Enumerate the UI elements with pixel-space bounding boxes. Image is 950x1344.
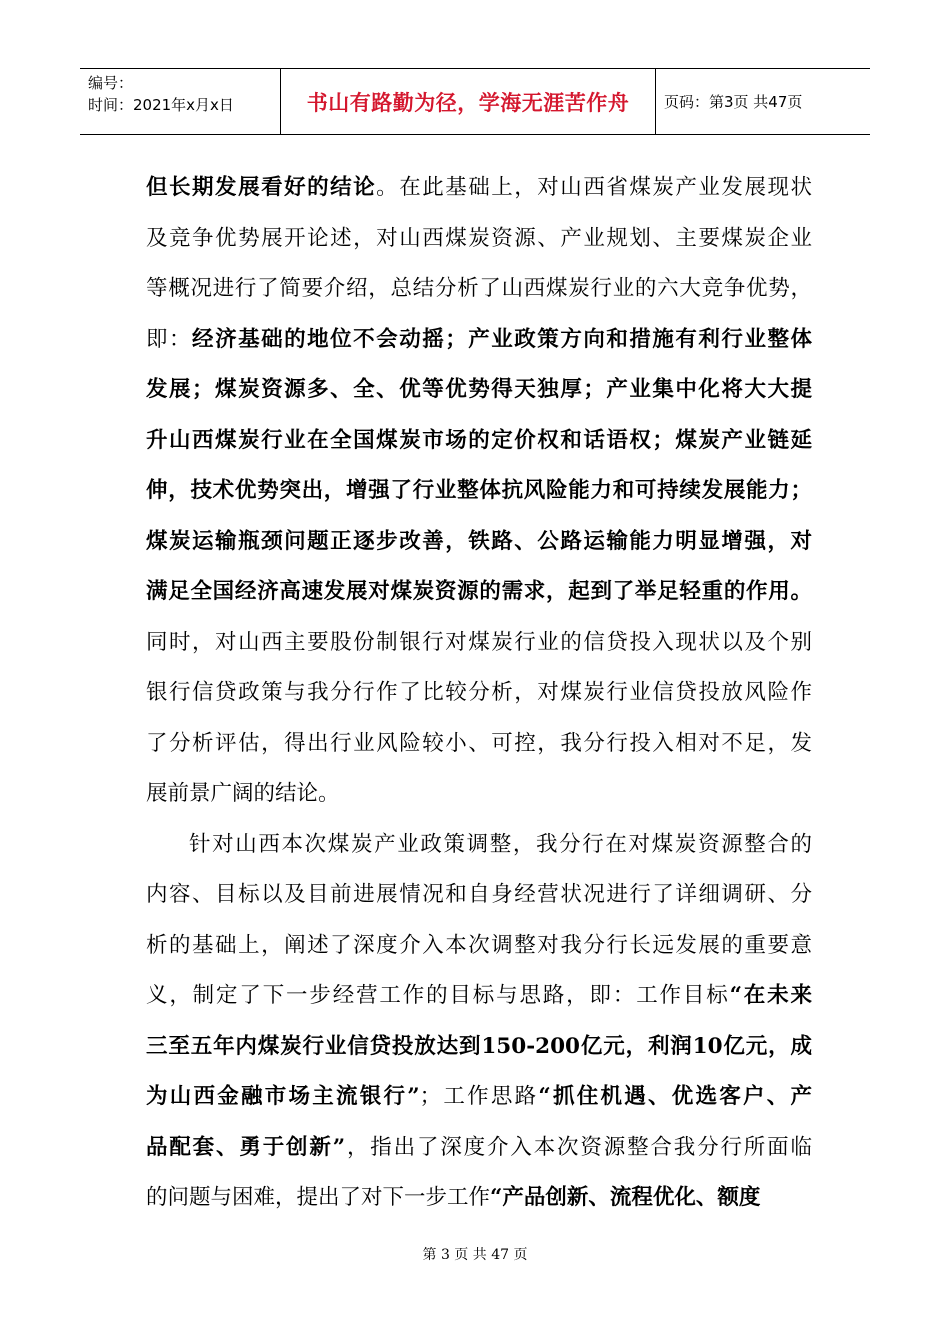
bold-text-run: 升山西煤炭行业在全国煤炭市场的定价权和话语权；煤炭产业链延 [146, 427, 812, 453]
text-line [146, 971, 812, 1022]
bold-text-run: 满足全国经济高速发展对煤炭资源的需求，起到了举足轻重的作用。 [146, 579, 812, 604]
bold-text-run: 经济基础的地位不会动摇；产业政策方向和措施有利行业整体 [192, 326, 812, 352]
text-line [146, 315, 812, 366]
document-body [146, 163, 812, 1224]
text-run: 了分析评估，得出行业风险较小、可控，我分行投入相对不足，发 [146, 730, 812, 756]
bold-text-run: “在未来 [729, 983, 812, 1008]
bold-text-run: 发展；煤炭资源多、全、优等优势得天独厚；产业集中化将大大提 [146, 377, 812, 402]
text-line [146, 1173, 812, 1224]
header-meta [80, 69, 280, 134]
text-line [146, 668, 812, 719]
bold-text-run: 伸，技术优势突出，增强了行业整体抗风险能力和可持续发展能力； [146, 478, 812, 503]
text-run: 银行信贷政策与我分行作了比较分析，对煤炭行业信贷投放风险作 [146, 680, 812, 705]
bold-text-run: 煤炭运输瓶颈问题正逐步改善，铁路、公路运输能力明显增强，对 [146, 528, 812, 554]
bold-text-run: “抓住机遇、优选客户、产 [538, 1084, 812, 1109]
text-line [146, 1022, 812, 1073]
text-line [146, 214, 812, 265]
text-run: 同时，对山西主要股份制银行对煤炭行业的信贷投入现状以及个别 [146, 629, 812, 655]
header-slogan: 书山有路勤为径，学海无涯苦作舟 [306, 90, 630, 115]
text-line [146, 466, 812, 517]
text-run: 及竞争优势展开论述，对山西煤炭资源、产业规划、主要煤炭企业 [146, 225, 812, 251]
text-line [146, 719, 812, 770]
text-line [146, 921, 812, 972]
bold-text-run: 为山西金融市场主流银行” [146, 1084, 420, 1109]
text-run: ，指出了深度介入本次资源整合我分行所面临 [345, 1134, 812, 1160]
document-time-label: 时间：2021年x月x日 [88, 96, 234, 114]
text-run: 针对山西本次煤炭产业政策调整，我分行在对煤炭资源整合的 [189, 831, 812, 857]
header-page-info: 页码：第3页 共47页 [664, 93, 803, 111]
text-run: 等概况进行了简要介绍，总结分析了山西煤炭行业的六大竞争优势， [146, 276, 812, 301]
page-footer: 第 3 页 共 47 页 [422, 1247, 528, 1263]
text-line [146, 517, 812, 568]
text-line [146, 163, 812, 214]
text-line [146, 567, 812, 618]
text-line [146, 365, 812, 416]
text-run: 义，制定了下一步经营工作的目标与思路，即：工作目标 [146, 983, 730, 1008]
text-run: 的问题与困难，提出了对下一步工作 [146, 1185, 491, 1210]
page-header [80, 68, 870, 135]
text-run: ；工作思路 [419, 1084, 539, 1109]
text-run: 。在此基础上，对山西省煤炭产业发展现状 [376, 175, 812, 200]
text-run: 展前景广阔的结论。 [146, 781, 340, 806]
text-run: 内容、目标以及目前进展情况和自身经营状况进行了详细调研、分 [146, 882, 812, 907]
text-line [146, 870, 812, 921]
text-line [146, 618, 812, 669]
text-run: 析的基础上，阐述了深度介入本次调整对我分行长远发展的重要意 [146, 932, 812, 958]
text-line [146, 1123, 812, 1174]
header-slogan-cell [280, 69, 656, 134]
text-line [146, 264, 812, 315]
document-number-label: 编号： [88, 74, 134, 92]
text-line [146, 1072, 812, 1123]
text-run: 即： [146, 326, 193, 352]
bold-text-run: 三至五年内煤炭行业信贷投放达到150-200亿元，利润10亿元，成 [146, 1033, 812, 1059]
paragraph [146, 820, 812, 1224]
text-line [146, 820, 812, 871]
bold-text-run: 但长期发展看好的结论 [146, 175, 377, 200]
text-line [146, 769, 812, 820]
bold-text-run: 品配套、勇于创新” [146, 1134, 346, 1160]
paragraph [146, 163, 812, 820]
bold-text-run: “产品创新、流程优化、额度 [490, 1185, 761, 1210]
text-line [146, 416, 812, 467]
